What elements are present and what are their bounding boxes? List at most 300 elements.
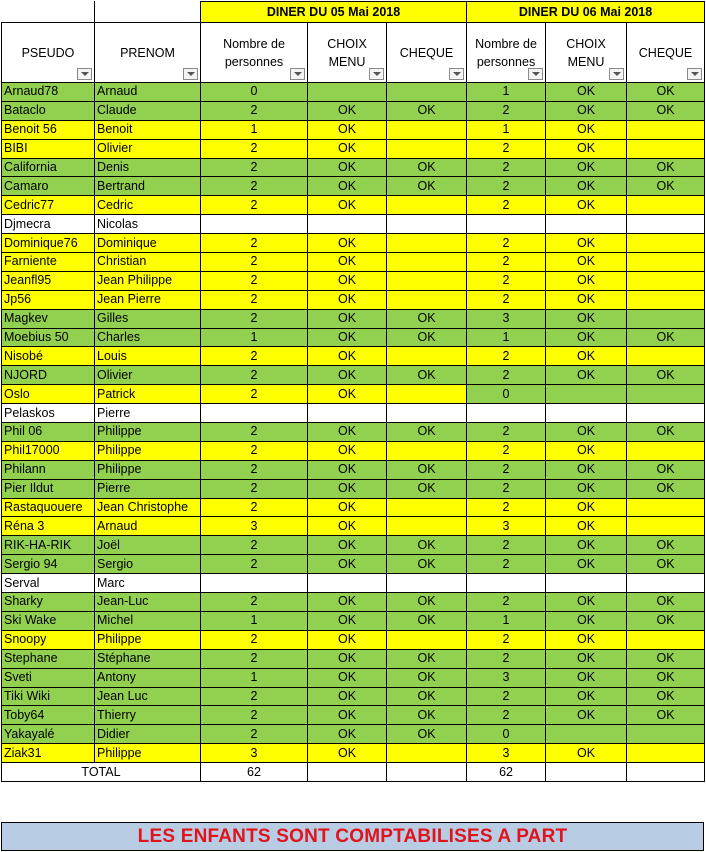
cell-choix1[interactable]: OK	[308, 611, 387, 630]
cell-nombre2[interactable]: 2	[467, 101, 546, 120]
cell-prenom[interactable]: Philippe	[95, 744, 201, 763]
cell-choix1[interactable]: OK	[308, 517, 387, 536]
cell-cheque1[interactable]: OK	[387, 479, 467, 498]
cell-nombre2[interactable]: 2	[467, 441, 546, 460]
cell-pseudo[interactable]: BIBI	[2, 139, 95, 158]
cell-pseudo[interactable]: NJORD	[2, 366, 95, 385]
cell-pseudo[interactable]: Oslo	[2, 385, 95, 404]
cell-nombre2[interactable]	[467, 215, 546, 234]
cell-choix1[interactable]: OK	[308, 725, 387, 744]
cell-choix1[interactable]: OK	[308, 290, 387, 309]
table-row	[2, 196, 705, 215]
cell-choix1[interactable]: OK	[308, 423, 387, 442]
cell-choix1[interactable]: OK	[308, 706, 387, 725]
cell-choix1[interactable]: OK	[308, 498, 387, 517]
cell-pseudo[interactable]: Arnaud78	[2, 83, 95, 102]
cell-choix1[interactable]: OK	[308, 253, 387, 272]
cell-prenom[interactable]: Louis	[95, 347, 201, 366]
cell-choix1[interactable]: OK	[308, 139, 387, 158]
cell-cheque2[interactable]: OK	[627, 555, 705, 574]
cell-cheque1[interactable]	[387, 83, 467, 102]
cell-nombre1[interactable]: 2	[201, 347, 308, 366]
cell-cheque1[interactable]	[387, 574, 467, 593]
cell-choix1[interactable]: OK	[308, 744, 387, 763]
cell-nombre1[interactable]: 2	[201, 290, 308, 309]
cell-pseudo[interactable]: Magkev	[2, 309, 95, 328]
cell-cheque2[interactable]	[627, 630, 705, 649]
cell-prenom[interactable]: Philippe	[95, 441, 201, 460]
cell-cheque2[interactable]: OK	[627, 593, 705, 612]
cell-pseudo[interactable]: Cedric77	[2, 196, 95, 215]
cell-choix2[interactable]	[546, 385, 627, 404]
cell-cheque2[interactable]	[627, 215, 705, 234]
cell-nombre2[interactable]: 2	[467, 706, 546, 725]
cell-cheque2[interactable]: OK	[627, 706, 705, 725]
cell-pseudo[interactable]: Bataclo	[2, 101, 95, 120]
cell-choix1[interactable]: OK	[308, 668, 387, 687]
cell-nombre1[interactable]: 1	[201, 120, 308, 139]
cell-pseudo[interactable]: Sharky	[2, 593, 95, 612]
cell-prenom[interactable]: Olivier	[95, 139, 201, 158]
cell-choix1[interactable]: OK	[308, 234, 387, 253]
cell-choix2[interactable]: OK	[546, 649, 627, 668]
cell-cheque2[interactable]	[627, 574, 705, 593]
cell-cheque2[interactable]: OK	[627, 83, 705, 102]
cell-choix2[interactable]: OK	[546, 630, 627, 649]
cell-cheque1[interactable]	[387, 139, 467, 158]
cell-choix2[interactable]: OK	[546, 706, 627, 725]
cell-pseudo[interactable]: Camaro	[2, 177, 95, 196]
cell-prenom[interactable]: Denis	[95, 158, 201, 177]
cell-nombre2[interactable]: 2	[467, 630, 546, 649]
cell-pseudo[interactable]: Ziak31	[2, 744, 95, 763]
cell-choix1[interactable]: OK	[308, 158, 387, 177]
cell-pseudo[interactable]: Yakayalé	[2, 725, 95, 744]
cell-choix2[interactable]: OK	[546, 158, 627, 177]
cell-cheque2[interactable]	[627, 498, 705, 517]
cell-choix1[interactable]: OK	[308, 441, 387, 460]
cell-nombre2[interactable]: 1	[467, 328, 546, 347]
cell-choix2[interactable]	[546, 404, 627, 423]
cell-pseudo[interactable]: Sergio 94	[2, 555, 95, 574]
cell-choix1[interactable]: OK	[308, 630, 387, 649]
cell-nombre1[interactable]: 2	[201, 309, 308, 328]
cell-choix1[interactable]: OK	[308, 593, 387, 612]
cell-nombre1[interactable]	[201, 215, 308, 234]
cell-cheque2[interactable]: OK	[627, 328, 705, 347]
cell-prenom[interactable]: Nicolas	[95, 215, 201, 234]
cell-nombre2[interactable]: 2	[467, 177, 546, 196]
cell-cheque2[interactable]: OK	[627, 668, 705, 687]
cell-pseudo[interactable]: Tiki Wiki	[2, 687, 95, 706]
cell-nombre1[interactable]: 2	[201, 706, 308, 725]
cell-nombre1[interactable]: 2	[201, 555, 308, 574]
cell-prenom[interactable]: Antony	[95, 668, 201, 687]
cell-nombre2[interactable]: 3	[467, 517, 546, 536]
cell-cheque2[interactable]	[627, 120, 705, 139]
cell-choix2[interactable]: OK	[546, 611, 627, 630]
cell-nombre2[interactable]: 2	[467, 271, 546, 290]
cell-choix1[interactable]: OK	[308, 101, 387, 120]
cell-nombre2[interactable]: 1	[467, 83, 546, 102]
filter-dropdown-icon[interactable]	[290, 68, 305, 80]
cell-cheque1[interactable]: OK	[387, 536, 467, 555]
cell-cheque1[interactable]: OK	[387, 423, 467, 442]
cell-nombre2[interactable]: 3	[467, 744, 546, 763]
cell-cheque1[interactable]: OK	[387, 725, 467, 744]
cell-pseudo[interactable]: Farniente	[2, 253, 95, 272]
cell-nombre1[interactable]: 1	[201, 611, 308, 630]
cell-nombre2[interactable]: 2	[467, 234, 546, 253]
cell-choix1[interactable]: OK	[308, 460, 387, 479]
cell-cheque2[interactable]: OK	[627, 611, 705, 630]
cell-nombre1[interactable]: 2	[201, 366, 308, 385]
cell-nombre1[interactable]: 2	[201, 271, 308, 290]
cell-choix2[interactable]: OK	[546, 328, 627, 347]
cell-choix1[interactable]	[308, 83, 387, 102]
filter-dropdown-icon[interactable]	[77, 68, 92, 80]
cell-pseudo[interactable]: Réna 3	[2, 517, 95, 536]
cell-choix2[interactable]	[546, 725, 627, 744]
cell-nombre2[interactable]: 2	[467, 479, 546, 498]
cell-nombre1[interactable]: 2	[201, 593, 308, 612]
cell-choix2[interactable]: OK	[546, 668, 627, 687]
cell-cheque2[interactable]	[627, 404, 705, 423]
cell-choix2[interactable]: OK	[546, 271, 627, 290]
cell-nombre1[interactable]: 2	[201, 196, 308, 215]
cell-pseudo[interactable]: Jp56	[2, 290, 95, 309]
cell-choix1[interactable]: OK	[308, 649, 387, 668]
cell-cheque2[interactable]: OK	[627, 177, 705, 196]
cell-nombre2[interactable]: 2	[467, 158, 546, 177]
cell-prenom[interactable]: Charles	[95, 328, 201, 347]
cell-pseudo[interactable]: Jeanfl95	[2, 271, 95, 290]
cell-choix2[interactable]	[546, 215, 627, 234]
cell-cheque1[interactable]	[387, 253, 467, 272]
cell-choix2[interactable]: OK	[546, 687, 627, 706]
cell-nombre1[interactable]: 2	[201, 649, 308, 668]
cell-cheque2[interactable]: OK	[627, 479, 705, 498]
cell-prenom[interactable]: Pierre	[95, 479, 201, 498]
cell-cheque2[interactable]	[627, 290, 705, 309]
table-row	[2, 347, 705, 366]
cell-cheque2[interactable]	[627, 253, 705, 272]
cell-cheque1[interactable]: OK	[387, 555, 467, 574]
cell-prenom[interactable]: Olivier	[95, 366, 201, 385]
cell-prenom[interactable]: Joël	[95, 536, 201, 555]
cell-cheque1[interactable]: OK	[387, 309, 467, 328]
cell-prenom[interactable]: Didier	[95, 725, 201, 744]
cell-cheque2[interactable]: OK	[627, 101, 705, 120]
cell-choix2[interactable]: OK	[546, 441, 627, 460]
cell-prenom[interactable]: Sergio	[95, 555, 201, 574]
cell-cheque2[interactable]: OK	[627, 687, 705, 706]
cell-cheque1[interactable]	[387, 215, 467, 234]
cell-cheque1[interactable]	[387, 744, 467, 763]
cell-cheque1[interactable]	[387, 271, 467, 290]
cell-choix2[interactable]: OK	[546, 517, 627, 536]
cell-pseudo[interactable]: Phil 06	[2, 423, 95, 442]
cell-nombre2[interactable]: 1	[467, 120, 546, 139]
cell-choix1[interactable]: OK	[308, 309, 387, 328]
cell-pseudo[interactable]: Djmecra	[2, 215, 95, 234]
cell-cheque1[interactable]	[387, 120, 467, 139]
cell-nombre2[interactable]: 2	[467, 687, 546, 706]
cell-prenom[interactable]: Claude	[95, 101, 201, 120]
cell-nombre2[interactable]: 0	[467, 725, 546, 744]
cell-pseudo[interactable]: Philann	[2, 460, 95, 479]
cell-prenom[interactable]: Philippe	[95, 423, 201, 442]
cell-choix2[interactable]: OK	[546, 290, 627, 309]
cell-cheque1[interactable]	[387, 234, 467, 253]
filter-dropdown-icon[interactable]	[369, 68, 384, 80]
cell-pseudo[interactable]: Rastaquouere	[2, 498, 95, 517]
cell-cheque2[interactable]	[627, 139, 705, 158]
cell-cheque2[interactable]	[627, 385, 705, 404]
cell-nombre2[interactable]: 2	[467, 253, 546, 272]
cell-prenom[interactable]: Jean Luc	[95, 687, 201, 706]
cell-cheque1[interactable]	[387, 630, 467, 649]
filter-dropdown-icon[interactable]	[528, 68, 543, 80]
cell-cheque2[interactable]: OK	[627, 366, 705, 385]
cell-choix2[interactable]: OK	[546, 253, 627, 272]
cell-pseudo[interactable]: Pier Ildut	[2, 479, 95, 498]
cell-choix2[interactable]: OK	[546, 309, 627, 328]
cell-cheque1[interactable]: OK	[387, 687, 467, 706]
cell-nombre2[interactable]: 2	[467, 139, 546, 158]
cell-choix1[interactable]: OK	[308, 196, 387, 215]
cell-cheque2[interactable]	[627, 517, 705, 536]
cell-nombre2[interactable]: 2	[467, 290, 546, 309]
cell-pseudo[interactable]: Sveti	[2, 668, 95, 687]
cell-choix2[interactable]	[546, 574, 627, 593]
cell-cheque1[interactable]	[387, 498, 467, 517]
cell-prenom[interactable]: Jean Pierre	[95, 290, 201, 309]
cell-nombre1[interactable]: 2	[201, 441, 308, 460]
cell-choix1[interactable]: OK	[308, 347, 387, 366]
cell-choix2[interactable]: OK	[546, 177, 627, 196]
cell-pseudo[interactable]: Moebius 50	[2, 328, 95, 347]
cell-nombre2[interactable]: 2	[467, 555, 546, 574]
cell-nombre1[interactable]: 2	[201, 385, 308, 404]
cell-choix2[interactable]: OK	[546, 744, 627, 763]
cell-prenom[interactable]: Thierry	[95, 706, 201, 725]
cell-choix1[interactable]: OK	[308, 271, 387, 290]
cell-choix1[interactable]: OK	[308, 687, 387, 706]
cell-nombre1[interactable]: 2	[201, 253, 308, 272]
cell-choix1[interactable]	[308, 404, 387, 423]
cell-choix1[interactable]: OK	[308, 328, 387, 347]
cell-nombre1[interactable]: 2	[201, 177, 308, 196]
cell-prenom[interactable]: Michel	[95, 611, 201, 630]
cell-nombre1[interactable]: 2	[201, 536, 308, 555]
cell-choix1[interactable]: OK	[308, 120, 387, 139]
cell-cheque2[interactable]: OK	[627, 158, 705, 177]
cell-nombre1[interactable]: 1	[201, 328, 308, 347]
cell-prenom[interactable]: Dominique	[95, 234, 201, 253]
cell-choix2[interactable]: OK	[546, 234, 627, 253]
cell-prenom[interactable]: Jean-Luc	[95, 593, 201, 612]
cell-pseudo[interactable]: Nisobé	[2, 347, 95, 366]
filter-dropdown-icon[interactable]	[609, 68, 624, 80]
cell-choix2[interactable]: OK	[546, 366, 627, 385]
cell-nombre1[interactable]: 2	[201, 460, 308, 479]
filter-dropdown-icon[interactable]	[449, 68, 464, 80]
cell-nombre1[interactable]: 2	[201, 687, 308, 706]
cell-prenom[interactable]: Bertrand	[95, 177, 201, 196]
cell-pseudo[interactable]: Serval	[2, 574, 95, 593]
cell-nombre1[interactable]: 1	[201, 668, 308, 687]
cell-choix1[interactable]: OK	[308, 177, 387, 196]
cell-choix2[interactable]: OK	[546, 555, 627, 574]
cell-choix2[interactable]: OK	[546, 101, 627, 120]
cell-nombre2[interactable]: 2	[467, 347, 546, 366]
cell-prenom[interactable]: Arnaud	[95, 517, 201, 536]
cell-nombre1[interactable]: 2	[201, 139, 308, 158]
cell-cheque1[interactable]	[387, 347, 467, 366]
cell-choix2[interactable]: OK	[546, 120, 627, 139]
cell-prenom[interactable]: Philippe	[95, 460, 201, 479]
cell-cheque1[interactable]	[387, 290, 467, 309]
cell-cheque1[interactable]: OK	[387, 706, 467, 725]
cell-choix2[interactable]: OK	[546, 460, 627, 479]
cell-nombre2[interactable]: 3	[467, 309, 546, 328]
cell-cheque1[interactable]: OK	[387, 158, 467, 177]
cell-cheque2[interactable]	[627, 309, 705, 328]
cell-cheque1[interactable]: OK	[387, 649, 467, 668]
cell-nombre2[interactable]: 2	[467, 498, 546, 517]
cell-pseudo[interactable]: Pelaskos	[2, 404, 95, 423]
cell-cheque2[interactable]	[627, 744, 705, 763]
cell-cheque1[interactable]: OK	[387, 101, 467, 120]
cell-prenom[interactable]: Pierre	[95, 404, 201, 423]
cell-prenom[interactable]: Jean Philippe	[95, 271, 201, 290]
cell-choix2[interactable]: OK	[546, 139, 627, 158]
cell-prenom[interactable]: Marc	[95, 574, 201, 593]
cell-nombre1[interactable]: 2	[201, 234, 308, 253]
cell-choix2[interactable]: OK	[546, 83, 627, 102]
cell-nombre1[interactable]: 2	[201, 423, 308, 442]
cell-cheque2[interactable]	[627, 441, 705, 460]
column-header-row	[2, 23, 705, 83]
cell-cheque1[interactable]: OK	[387, 366, 467, 385]
cell-pseudo[interactable]: Stephane	[2, 649, 95, 668]
cell-cheque2[interactable]	[627, 196, 705, 215]
cell-cheque1[interactable]: OK	[387, 328, 467, 347]
cell-pseudo[interactable]: Dominique76	[2, 234, 95, 253]
table-row	[2, 441, 705, 460]
cell-nombre2[interactable]: 2	[467, 649, 546, 668]
cell-choix2[interactable]: OK	[546, 536, 627, 555]
cell-cheque2[interactable]: OK	[627, 460, 705, 479]
cell-cheque1[interactable]: OK	[387, 668, 467, 687]
cell-cheque2[interactable]: OK	[627, 536, 705, 555]
cell-cheque1[interactable]	[387, 441, 467, 460]
cell-choix1[interactable]: OK	[308, 385, 387, 404]
cell-nombre2[interactable]: 2	[467, 366, 546, 385]
cell-nombre1[interactable]: 2	[201, 630, 308, 649]
cell-choix2[interactable]: OK	[546, 347, 627, 366]
cell-nombre1[interactable]: 2	[201, 498, 308, 517]
cell-cheque1[interactable]	[387, 196, 467, 215]
cell-nombre1[interactable]	[201, 404, 308, 423]
cell-choix1[interactable]: OK	[308, 479, 387, 498]
cell-nombre1[interactable]: 2	[201, 479, 308, 498]
filter-dropdown-icon[interactable]	[183, 68, 198, 80]
cell-nombre2[interactable]: 2	[467, 593, 546, 612]
cell-choix2[interactable]: OK	[546, 479, 627, 498]
cell-cheque2[interactable]: OK	[627, 649, 705, 668]
cell-nombre2[interactable]: 2	[467, 460, 546, 479]
cell-cheque1[interactable]	[387, 404, 467, 423]
cell-cheque2[interactable]: OK	[627, 423, 705, 442]
cell-cheque1[interactable]: OK	[387, 177, 467, 196]
cell-prenom[interactable]: Patrick	[95, 385, 201, 404]
cell-cheque1[interactable]: OK	[387, 611, 467, 630]
cell-pseudo[interactable]: Benoit 56	[2, 120, 95, 139]
cell-nombre2[interactable]: 2	[467, 423, 546, 442]
cell-prenom[interactable]: Jean Christophe	[95, 498, 201, 517]
cell-pseudo[interactable]: Phil17000	[2, 441, 95, 460]
cell-pseudo[interactable]: Ski Wake	[2, 611, 95, 630]
cell-choix2[interactable]: OK	[546, 196, 627, 215]
cell-prenom[interactable]: Christian	[95, 253, 201, 272]
cell-prenom[interactable]: Philippe	[95, 630, 201, 649]
cell-prenom[interactable]: Arnaud	[95, 83, 201, 102]
cell-nombre1[interactable]: 2	[201, 158, 308, 177]
cell-choix2[interactable]: OK	[546, 593, 627, 612]
cell-pseudo[interactable]: Snoopy	[2, 630, 95, 649]
cell-nombre2[interactable]: 3	[467, 668, 546, 687]
cell-prenom[interactable]: Benoit	[95, 120, 201, 139]
cell-prenom[interactable]: Stéphane	[95, 649, 201, 668]
cell-cheque1[interactable]	[387, 517, 467, 536]
cell-nombre1[interactable]: 3	[201, 517, 308, 536]
cell-choix2[interactable]: OK	[546, 498, 627, 517]
cell-choix1[interactable]	[308, 215, 387, 234]
cell-prenom[interactable]: Cedric	[95, 196, 201, 215]
cell-nombre2[interactable]: 0	[467, 385, 546, 404]
cell-cheque1[interactable]: OK	[387, 593, 467, 612]
cell-nombre2[interactable]: 2	[467, 196, 546, 215]
filter-dropdown-icon[interactable]	[687, 68, 702, 80]
cell-nombre1[interactable]	[201, 574, 308, 593]
cell-choix1[interactable]: OK	[308, 536, 387, 555]
cell-cheque1[interactable]	[387, 385, 467, 404]
cell-nombre1[interactable]: 3	[201, 744, 308, 763]
cell-cheque1[interactable]: OK	[387, 460, 467, 479]
cell-choix2[interactable]: OK	[546, 423, 627, 442]
cell-nombre1[interactable]: 2	[201, 725, 308, 744]
cell-nombre1[interactable]: 0	[201, 83, 308, 102]
cell-nombre2[interactable]: 1	[467, 611, 546, 630]
cell-cheque2[interactable]	[627, 271, 705, 290]
cell-nombre2[interactable]	[467, 404, 546, 423]
cell-nombre2[interactable]: 2	[467, 536, 546, 555]
cell-pseudo[interactable]: RIK-HA-RIK	[2, 536, 95, 555]
cell-choix1[interactable]	[308, 574, 387, 593]
cell-nombre2[interactable]	[467, 574, 546, 593]
cell-cheque2[interactable]	[627, 725, 705, 744]
cell-prenom[interactable]: Gilles	[95, 309, 201, 328]
cell-choix1[interactable]: OK	[308, 366, 387, 385]
cell-choix1[interactable]: OK	[308, 555, 387, 574]
cell-pseudo[interactable]: California	[2, 158, 95, 177]
cell-cheque2[interactable]	[627, 234, 705, 253]
cell-cheque2[interactable]	[627, 347, 705, 366]
cell-nombre1[interactable]: 2	[201, 101, 308, 120]
cell-pseudo[interactable]: Toby64	[2, 706, 95, 725]
